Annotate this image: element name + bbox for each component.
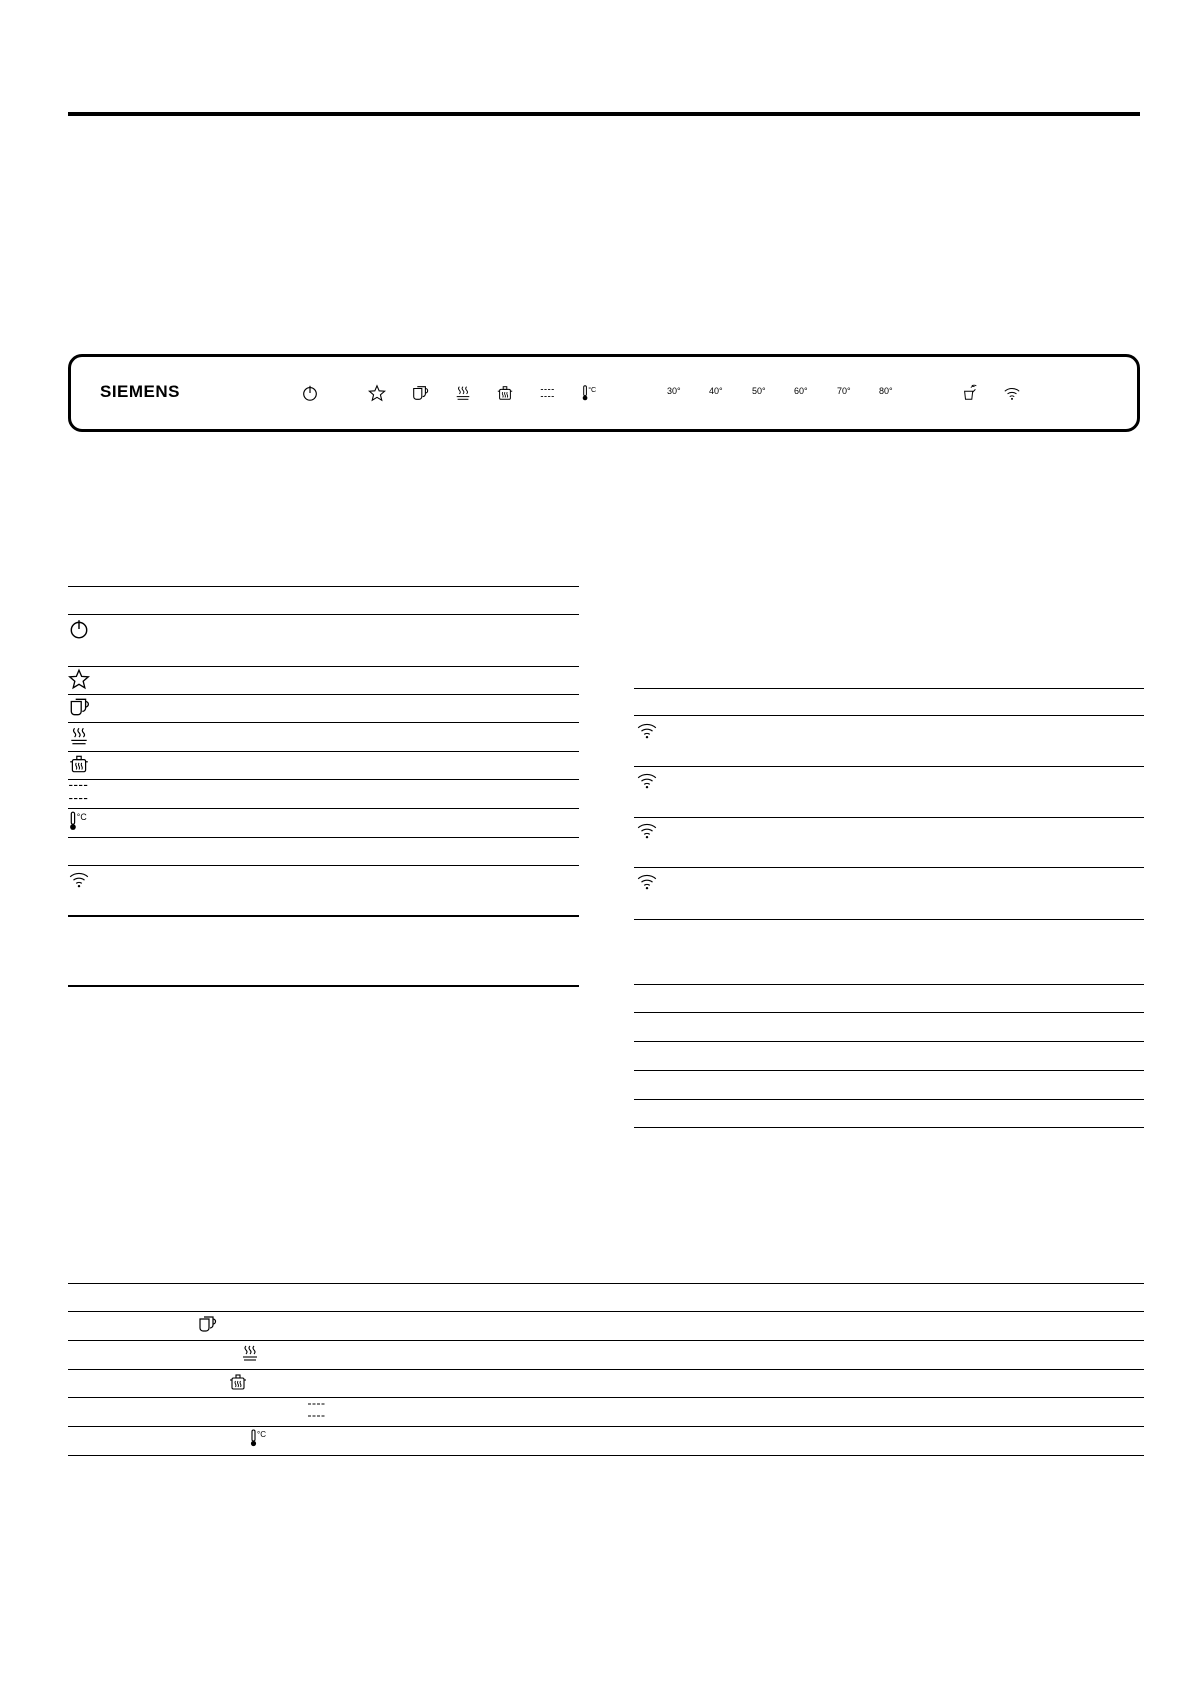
row-rule <box>634 766 1144 767</box>
row-rule <box>68 694 579 695</box>
cups-icon[interactable] <box>407 380 433 406</box>
right-table-bottom-rule <box>634 919 1144 920</box>
wifi-icon <box>636 870 660 892</box>
row-rule <box>68 666 579 667</box>
left-table-bottom-rule <box>68 915 579 917</box>
bottom-table-top-rule <box>68 1283 1144 1284</box>
row-rule <box>68 837 579 838</box>
star-icon[interactable] <box>364 380 390 406</box>
dashes-icon <box>307 1400 331 1422</box>
row-rule <box>68 779 579 780</box>
pot-icon <box>68 753 92 775</box>
wifi-icon <box>636 819 660 841</box>
row-rule <box>634 1127 1144 1128</box>
svg-text:°C: °C <box>588 385 597 395</box>
right-table-header-rule <box>634 715 1144 716</box>
thermometer-icon <box>68 810 92 832</box>
steam-icon <box>68 725 92 747</box>
svg-text:°C: °C <box>257 1430 266 1439</box>
temp-70-button[interactable]: 70° <box>837 386 851 396</box>
dashes-icon <box>68 781 92 803</box>
header-rule <box>68 112 1140 116</box>
temp-30-button[interactable]: 30° <box>667 386 681 396</box>
power-icon <box>68 618 92 640</box>
left-table-header-rule <box>68 614 579 615</box>
bottom-table-header-rule <box>68 1311 1144 1312</box>
steam-icon <box>240 1343 264 1365</box>
wifi-icon <box>636 719 660 741</box>
thermometer-icon[interactable] <box>577 380 603 406</box>
brand-logo: SIEMENS <box>100 382 181 401</box>
wifi-icon[interactable] <box>999 380 1025 406</box>
power-icon[interactable] <box>297 380 323 406</box>
temp-40-button[interactable]: 40° <box>709 386 723 396</box>
kettle-connect-icon[interactable] <box>957 380 983 406</box>
row-rule <box>634 1041 1144 1042</box>
left-section-rule <box>68 985 579 987</box>
row-rule <box>68 751 579 752</box>
row-rule <box>634 1012 1144 1013</box>
row-rule <box>634 1099 1144 1100</box>
right-table-top-rule <box>634 688 1144 689</box>
wifi-icon <box>68 868 92 890</box>
dashes-icon[interactable] <box>535 380 561 406</box>
temp-60-button[interactable]: 60° <box>794 386 808 396</box>
pot-icon <box>228 1372 252 1394</box>
row-rule <box>68 1369 1144 1370</box>
row-rule <box>634 867 1144 868</box>
thermometer-icon <box>249 1428 273 1450</box>
row-rule <box>68 722 579 723</box>
row-rule <box>634 984 1144 985</box>
steam-icon[interactable] <box>450 380 476 406</box>
temp-80-button[interactable]: 80° <box>879 386 893 396</box>
row-rule <box>634 1070 1144 1071</box>
star-icon <box>68 668 92 690</box>
row-rule <box>68 1397 1144 1398</box>
cups-icon <box>197 1314 221 1336</box>
row-rule <box>68 865 579 866</box>
row-rule <box>68 1340 1144 1341</box>
row-rule <box>634 817 1144 818</box>
wifi-icon <box>636 769 660 791</box>
temp-50-button[interactable]: 50° <box>752 386 766 396</box>
row-rule <box>68 808 579 809</box>
svg-text:°C: °C <box>76 811 87 822</box>
cups-icon <box>68 696 92 718</box>
left-table-top-rule <box>68 586 579 587</box>
row-rule <box>68 1426 1144 1427</box>
bottom-table-bottom-rule <box>68 1455 1144 1456</box>
pot-icon[interactable] <box>492 380 518 406</box>
